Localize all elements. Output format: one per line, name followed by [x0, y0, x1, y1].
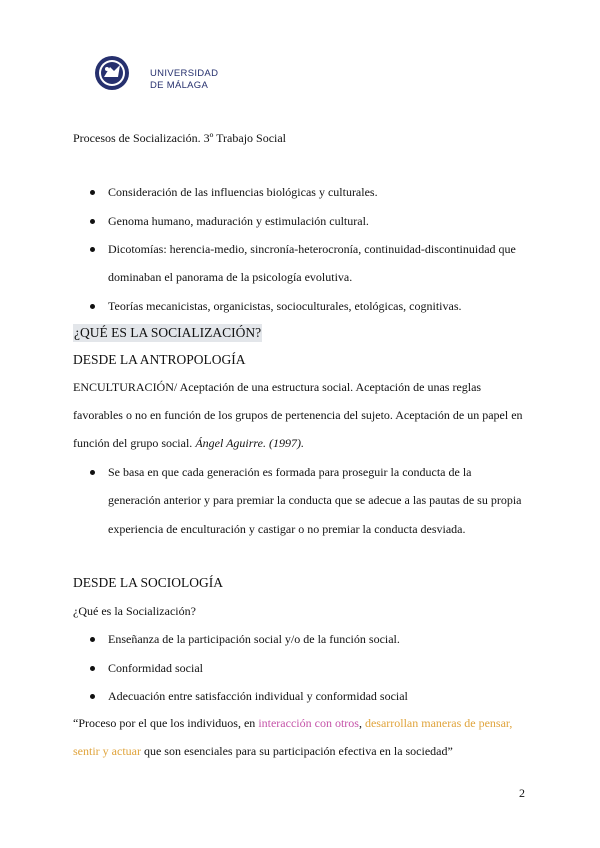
bullet-dot — [90, 470, 95, 475]
page-number: 2 — [519, 786, 525, 800]
paragraph-text: función del grupo social. — [73, 436, 193, 450]
bullet-dot — [90, 190, 95, 195]
list-item: Teorías mecanicistas, organicistas, socioculturales, etológicas, cognitivas. — [108, 299, 462, 313]
list-item: Dicotomías: herencia-medio, sincronía-heterocronía, continuidad-discontinuidad que — [108, 242, 516, 256]
quote-highlight-pink: interacción con otros — [258, 716, 359, 730]
list-item: Genoma humano, maduración y estimulación cultural. — [108, 214, 369, 228]
section-title: ¿QUÉ ES LA SOCIALIZACIÓN? — [74, 325, 262, 340]
citation: Ángel Aguirre. (1997). — [195, 436, 304, 450]
anthropology-heading: DESDE LA ANTROPOLOGÍA — [73, 352, 246, 367]
sociology-heading: DESDE LA SOCIOLOGÍA — [73, 575, 223, 590]
bullet-dot — [90, 666, 95, 671]
list-item-continuation: experiencia de enculturación y castigar o no premiar la conducta desviada. — [108, 522, 466, 536]
bullet-dot — [90, 304, 95, 309]
list-item: Enseñanza de la participación social y/o de la función social. — [108, 632, 400, 646]
list-item: Adecuación entre satisfacción individual y conformidad social — [108, 689, 408, 703]
bullet-dot — [90, 637, 95, 642]
list-item: Consideración de las influencias biológicas y culturales. — [108, 185, 378, 199]
sociology-question: ¿Qué es la Socialización? — [73, 604, 196, 618]
university-seal-icon — [94, 55, 130, 91]
list-item: Conformidad social — [108, 661, 203, 675]
paragraph-line: ENCULTURACIÓN/ Aceptación de una estructura social. Aceptación de unas reglas — [73, 380, 482, 394]
quote-line-1 — [73, 716, 512, 731]
logo-line-1: UNIVERSIDAD — [150, 68, 219, 79]
paragraph-line: favorables o no en función de los grupos de pertenencia del sujeto. Aceptación de un papel en — [73, 408, 523, 422]
logo-line-2: DE MÁLAGA — [150, 80, 209, 91]
paragraph-line — [73, 436, 304, 451]
quote-highlight-gold: desarrollan maneras de pensar, — [364, 716, 513, 730]
quote-highlight-gold: sentir y actuar — [73, 744, 141, 758]
list-item-continuation: dominaban el panorama de la psicología evolutiva. — [108, 270, 353, 284]
list-item: Se basa en que cada generación es formada para proseguir la conducta de la — [108, 465, 472, 479]
quote-line-2 — [73, 744, 453, 759]
list-item-continuation: generación anterior y para premiar la conducta que se adecue a las pautas de su propia — [108, 493, 522, 507]
bullet-dot — [90, 219, 95, 224]
quote-text: que son esenciales para su participación efectiva en la sociedad” — [140, 744, 453, 758]
bullet-dot — [90, 694, 95, 699]
university-logo — [94, 55, 224, 93]
quote-separator: , — [358, 716, 365, 730]
page-header: Procesos de Socialización. 3º Trabajo Social — [73, 131, 287, 145]
bullet-dot — [90, 247, 95, 252]
quote-text: “Proceso por el que los individuos, en — [73, 716, 259, 730]
